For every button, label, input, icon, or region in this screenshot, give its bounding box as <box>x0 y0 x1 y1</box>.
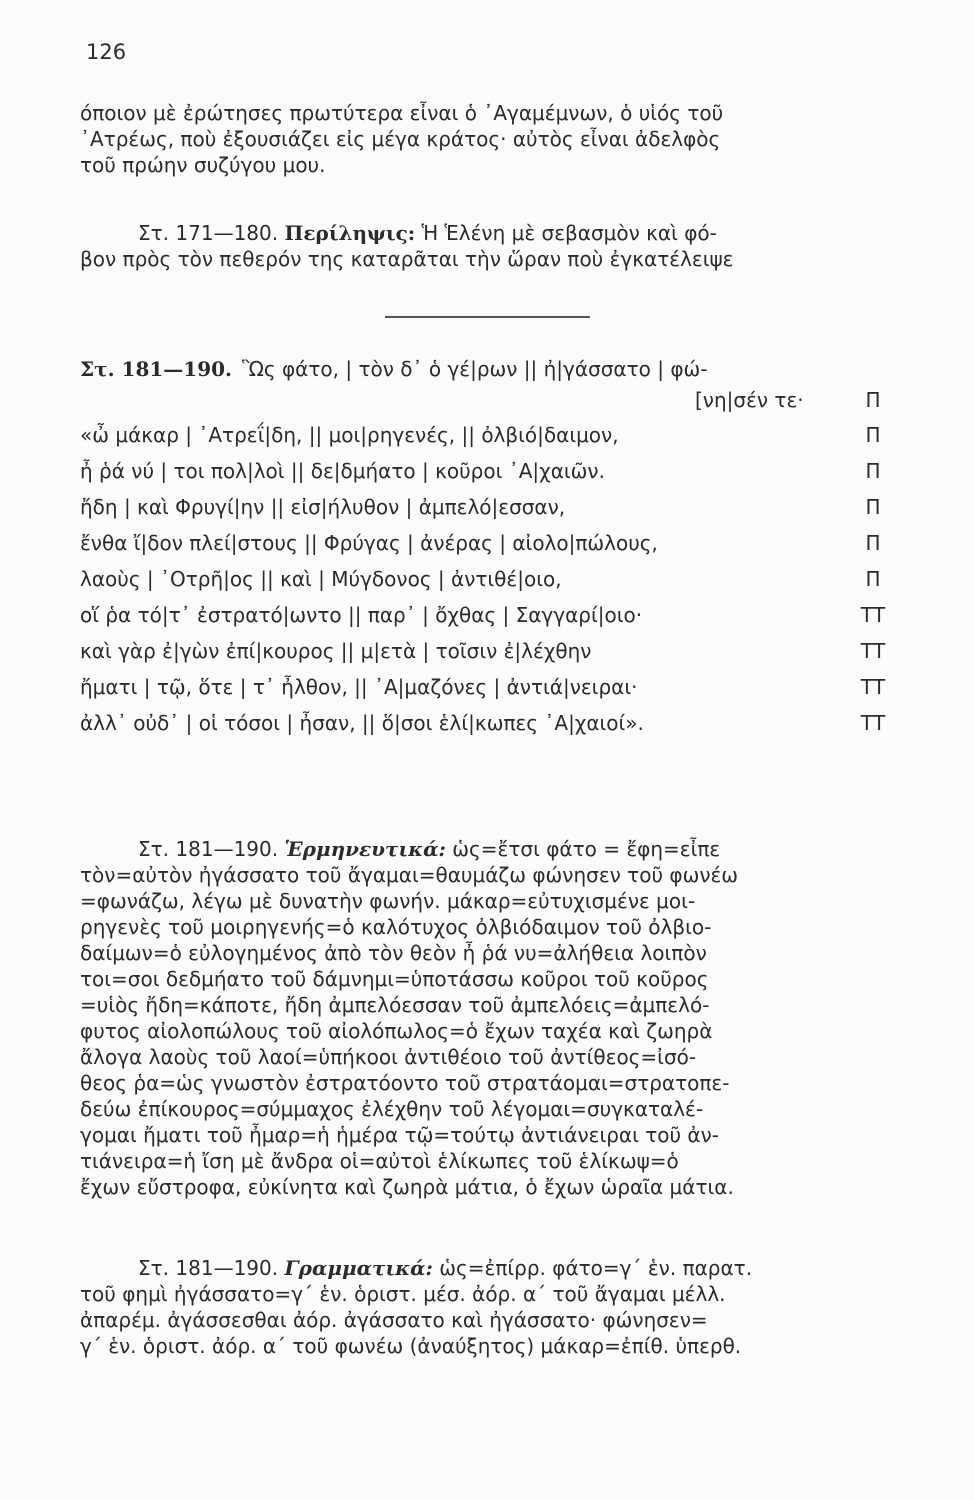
meter-mark: Π <box>865 567 881 591</box>
verse-line <box>80 417 906 453</box>
verse-line <box>80 705 906 741</box>
summary-text: Ἡ Ἑλένη μὲ σεβασμὸν καὶ φό- <box>421 221 717 245</box>
meter-mark: ΤΤ <box>860 639 886 663</box>
grammar-ref: Στ. 181—190. <box>138 1256 279 1280</box>
notes-line <box>80 836 906 862</box>
notes-line: δεύω ἐπίκουρος=σύμμαχος ἐλέχθην τοῦ λέγομαι=συγκαταλέ- <box>80 1097 704 1121</box>
grammar-text: ὡς=ἐπίρρ. φάτο=γ΄ ἑν. παρατ. <box>439 1256 753 1280</box>
verse-text: Ὣς φάτο, | τὸν δ᾿ ὁ γέ|ρων || ἠ|γάσσατο | φώ- <box>241 357 708 381</box>
notes-ref: Στ. 181—190. <box>138 837 279 861</box>
summary-ref: Στ. 171—180. <box>138 221 279 245</box>
notes-line: γομαι ἤματι τοῦ ἦμαρ=ἡ ἡμέρα τῷ=τούτῳ ἀντιάνειραι τοῦ ἀν- <box>80 1123 720 1147</box>
verse-text: ἤδη | καὶ Φρυγί|ην || εἰσ|ήλυθον | ἀμπελό|εσσαν, <box>80 495 566 519</box>
meter-mark: Π <box>865 531 881 555</box>
verse-text: οἵ ῥα τό|τ᾿ ἐστρατό|ωντο || παρ᾿ | ὄχθας | Σαγγαρί|οιο· <box>80 603 643 627</box>
verse-range-label: Στ. 181—190. <box>80 357 232 381</box>
notes-line: τοι=σοι δεδμήατο τοῦ δάμνημι=ὑποτάσσω κοῦροι τοῦ κοῦρος <box>80 967 709 991</box>
meter-mark: ΤΤ <box>860 675 886 699</box>
verse-text: καὶ γὰρ ἐ|γὼν ἐπί|κουρος || μ|ετὰ | τοῖσιν ἐ|λέχθην <box>80 639 592 663</box>
verse-text: ἤματι | τῷ, ὅτε | τ᾿ ἦλθον, || ᾿Α|μαζόνες | ἀντιά|νειραι· <box>80 675 638 699</box>
verse-line <box>80 383 906 417</box>
verse-text: λαοὺς | ᾿Οτρῆ|ος || καὶ | Μύγδονος | ἀντιθέ|οιο, <box>80 567 562 591</box>
interpretive-notes <box>80 836 906 1200</box>
verse-line <box>80 633 906 669</box>
notes-line: ἄλογα λαοὺς τοῦ λαοί=ὑπήκοοι ἀντιθέοιο τοῦ ἀντίθεος=ἰσό- <box>80 1045 697 1069</box>
notes-line: θεος ῥα=ὡς γνωστὸν ἐστρατόοντο τοῦ στρατάομαι=στρατοπε- <box>80 1071 730 1095</box>
notes-text: ὡς=ἔτσι φάτο = ἔφη=εἶπε <box>452 837 721 861</box>
grammar-notes <box>80 1255 906 1359</box>
notes-line: ρηγενὲς τοῦ μοιρηγενής=ὁ καλότυχος ὀλβιόδαιμον τοῦ ὀλβιο- <box>80 915 712 939</box>
summary-line: βον πρὸς τὸν πεθερόν της καταρᾶται τὴν ὥραν ποὺ ἐγκατέλειψε <box>80 247 734 271</box>
grammar-line <box>80 1255 906 1281</box>
verse-line <box>80 669 906 705</box>
grammar-label: Γραμματικά: <box>284 1256 433 1280</box>
summary-paragraph <box>80 220 906 272</box>
notes-label: Ἑρμηνευτικά: <box>284 837 446 861</box>
notes-line: τὸν=αὐτὸν ἠγάσσατο τοῦ ἄγαμαι=θαυμάζω φώνησεν τοῦ φωνέω <box>80 863 739 887</box>
meter-mark: Π <box>865 423 881 447</box>
notes-line: ἔχων εὔστροφα, εὐκίνητα καὶ ζωηρὰ μάτια, ὁ ἔχων ὡραῖα μάτια. <box>80 1175 734 1199</box>
notes-line: φυτος αἰολοπώλους τοῦ αἰολόπωλος=ὁ ἔχων ταχέα καὶ ζωηρὰ <box>80 1019 713 1043</box>
verse-line <box>80 453 906 489</box>
meter-mark: ΤΤ <box>860 603 886 627</box>
notes-line: =υἱὸς ἤδη=κάποτε, ἤδη ἀμπελόεσσαν τοῦ ἀμπελόεις=ἀμπελό- <box>80 993 710 1017</box>
meter-mark: Π <box>865 495 881 519</box>
verse-text: ἦ ῥά νύ | τοι πολ|λοὶ || δε|δμήατο | κοῦροι ᾿Α|χαιῶν. <box>80 459 605 483</box>
summary-line <box>80 220 906 246</box>
grammar-line: ἀπαρέμ. ἀγάσσεσθαι ἀόρ. ἀγάσσατο καὶ ἠγάσσατο· φώνησεν= <box>80 1308 708 1332</box>
intro-line: όποιον μὲ ἐρώτησες πρωτύτερα εἶναι ὁ ᾿Αγαμέμνων, ὁ υἱός τοῦ <box>80 101 724 125</box>
summary-label: Περίληψις: <box>284 221 416 245</box>
verse-line <box>80 525 906 561</box>
verse-text: ἔνθα ἴ|δον πλεί|στους || Φρύγας | ἀνέρας | αἰολο|πώλους, <box>80 531 658 555</box>
section-divider <box>385 316 590 318</box>
verse-line <box>80 489 906 525</box>
meter-mark: Π <box>865 459 881 483</box>
page-number: 126 <box>86 40 127 64</box>
notes-line: δαίμων=ὁ εὐλογημένος ἀπὸ τὸν θεὸν ἦ ῥά νυ=ἀλήθεια λοιπὸν <box>80 941 707 965</box>
verse-first-line <box>80 355 906 383</box>
verse-line <box>80 561 906 597</box>
grammar-line: τοῦ φημὶ ἠγάσσατο=γ΄ ἑν. ὁριστ. μέσ. ἀόρ. α΄ τοῦ ἄγαμαι μέλλ. <box>80 1282 726 1306</box>
notes-line: =φωνάζω, λέγω μὲ δυνατὴν φωνήν. μάκαρ=εὐτυχισμένε μοι- <box>80 889 696 913</box>
intro-paragraph <box>80 100 906 178</box>
meter-mark: Π <box>865 388 881 412</box>
notes-line: τιάνειρα=ἡ ἴση μὲ ἄνδρα οἱ=αὐτοὶ ἑλίκωπες τοῦ ἑλίκωψ=ὁ <box>80 1149 679 1173</box>
verse-overflow: [νη|σέν τε· <box>695 388 804 412</box>
verse-text: «ὦ μάκαρ | ᾿Ατρεΐ|δη, || μοι|ρηγενές, || ὀλβιό|δαιμον, <box>80 423 619 447</box>
verse-line <box>80 597 906 633</box>
intro-line: ᾿Ατρέως, ποὺ ἐξουσιάζει εἰς μέγα κράτος· αὐτὸς εἶναι ἀδελφὸς <box>80 127 721 151</box>
intro-line: τοῦ πρώην συζύγου μου. <box>80 153 326 177</box>
verse-section <box>80 355 906 741</box>
verse-text: ἀλλ᾿ οὐδ᾿ | οἱ τόσοι | ἦσαν, || ὅ|σοι ἑλί|κωπες ᾿Α|χαιοί». <box>80 711 644 735</box>
meter-mark: ΤΤ <box>860 711 886 735</box>
grammar-line: γ΄ ἑν. ὁριστ. ἀόρ. α΄ τοῦ φωνέω (ἀναύξητος) μάκαρ=ἐπίθ. ὑπερθ. <box>80 1334 742 1358</box>
